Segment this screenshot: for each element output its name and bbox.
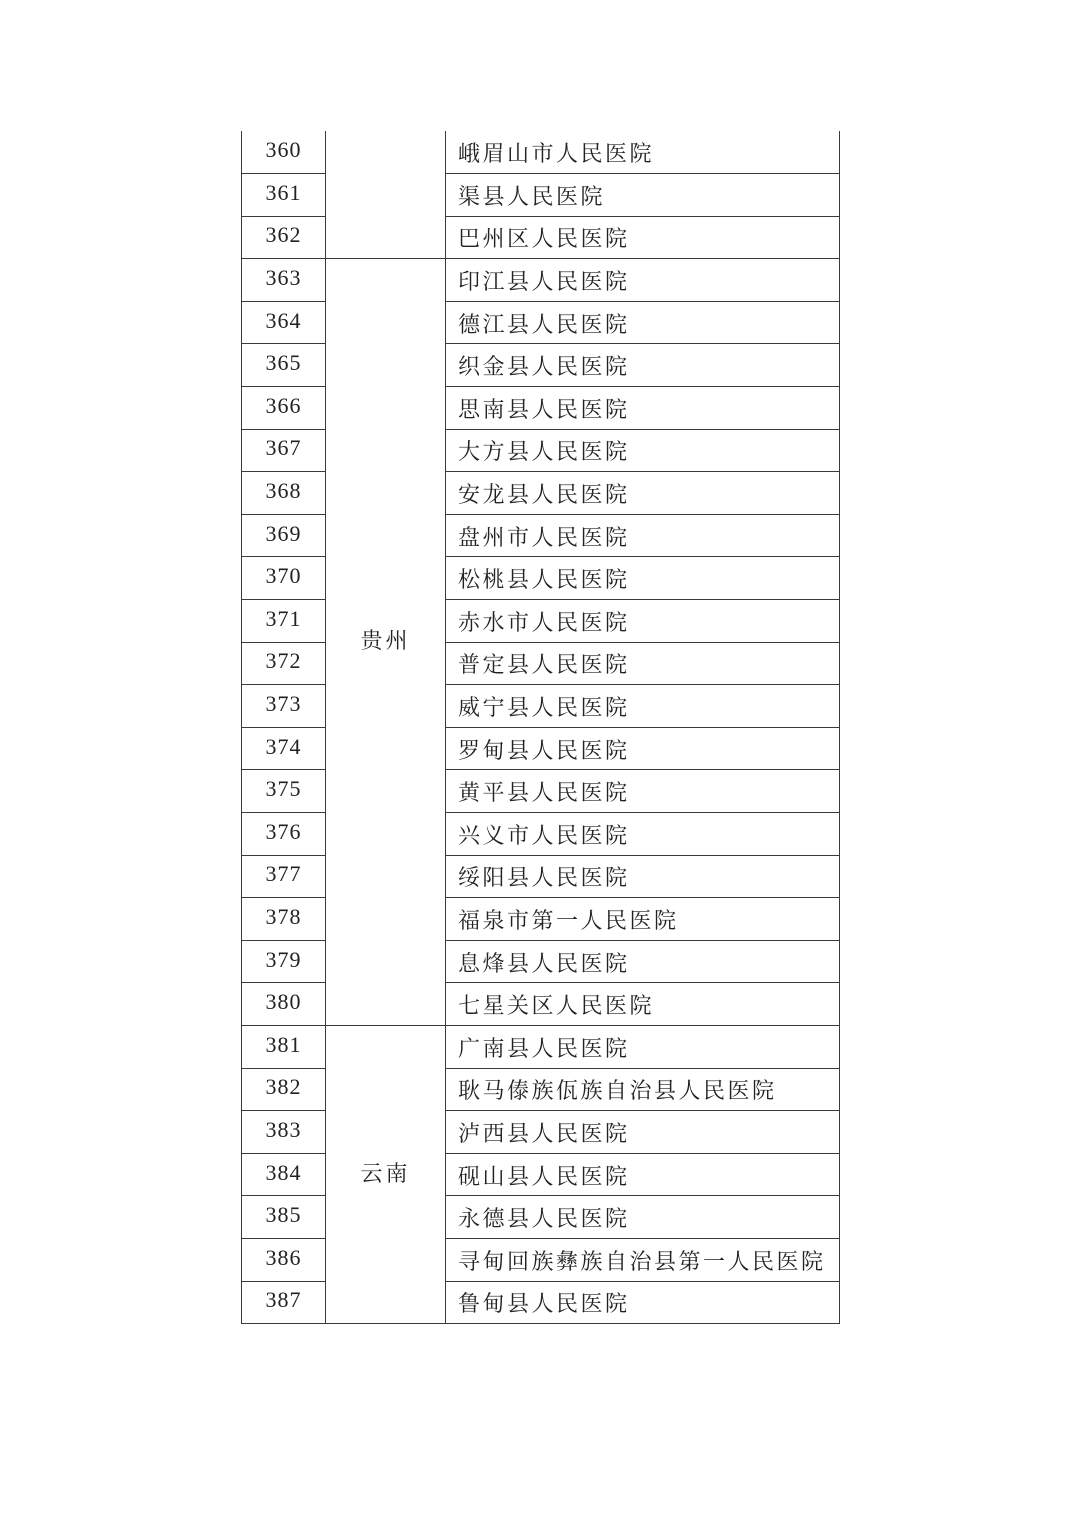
province-cell (326, 131, 446, 259)
row-number: 378 (242, 898, 326, 941)
province-cell: 贵州 (326, 259, 446, 1026)
row-number: 384 (242, 1153, 326, 1196)
row-number: 381 (242, 1025, 326, 1068)
hospital-name: 盘州市人民医院 (446, 514, 840, 557)
hospital-name: 砚山县人民医院 (446, 1153, 840, 1196)
hospital-name: 广南县人民医院 (446, 1025, 840, 1068)
row-number: 362 (242, 216, 326, 259)
hospital-name: 巴州区人民医院 (446, 216, 840, 259)
row-number: 374 (242, 727, 326, 770)
row-number: 382 (242, 1068, 326, 1111)
row-number: 360 (242, 131, 326, 174)
row-number: 387 (242, 1281, 326, 1324)
hospital-name: 罗甸县人民医院 (446, 727, 840, 770)
hospital-name: 耿马傣族佤族自治县人民医院 (446, 1068, 840, 1111)
row-number: 376 (242, 813, 326, 856)
hospital-name: 息烽县人民医院 (446, 940, 840, 983)
row-number: 380 (242, 983, 326, 1026)
row-number: 377 (242, 855, 326, 898)
hospital-name: 普定县人民医院 (446, 642, 840, 685)
table-row (242, 131, 840, 174)
row-number: 379 (242, 940, 326, 983)
hospital-name: 绥阳县人民医院 (446, 855, 840, 898)
table-row (242, 259, 840, 302)
hospital-name: 七星关区人民医院 (446, 983, 840, 1026)
hospital-name: 峨眉山市人民医院 (446, 131, 840, 174)
row-number: 372 (242, 642, 326, 685)
row-number: 367 (242, 429, 326, 472)
hospital-name: 安龙县人民医院 (446, 472, 840, 515)
row-number: 383 (242, 1111, 326, 1154)
hospital-name: 思南县人民医院 (446, 387, 840, 430)
hospital-name: 德江县人民医院 (446, 301, 840, 344)
row-number: 385 (242, 1196, 326, 1239)
row-number: 363 (242, 259, 326, 302)
hospital-name: 渠县人民医院 (446, 174, 840, 217)
row-number: 361 (242, 174, 326, 217)
hospital-name: 寻甸回族彝族自治县第一人民医院 (446, 1238, 840, 1281)
hospital-name: 松桃县人民医院 (446, 557, 840, 600)
hospital-name: 织金县人民医院 (446, 344, 840, 387)
row-number: 371 (242, 600, 326, 643)
hospital-table (241, 131, 840, 1324)
hospital-name: 泸西县人民医院 (446, 1111, 840, 1154)
row-number: 386 (242, 1238, 326, 1281)
row-number: 364 (242, 301, 326, 344)
hospital-name: 福泉市第一人民医院 (446, 898, 840, 941)
row-number: 366 (242, 387, 326, 430)
table-row (242, 1025, 840, 1068)
row-number: 368 (242, 472, 326, 515)
hospital-name: 大方县人民医院 (446, 429, 840, 472)
row-number: 373 (242, 685, 326, 728)
hospital-name: 鲁甸县人民医院 (446, 1281, 840, 1324)
hospital-name: 永德县人民医院 (446, 1196, 840, 1239)
row-number: 375 (242, 770, 326, 813)
hospital-name: 赤水市人民医院 (446, 600, 840, 643)
hospital-name: 印江县人民医院 (446, 259, 840, 302)
row-number: 369 (242, 514, 326, 557)
hospital-name: 黄平县人民医院 (446, 770, 840, 813)
hospital-name: 威宁县人民医院 (446, 685, 840, 728)
row-number: 365 (242, 344, 326, 387)
province-cell: 云南 (326, 1025, 446, 1323)
row-number: 370 (242, 557, 326, 600)
hospital-name: 兴义市人民医院 (446, 813, 840, 856)
